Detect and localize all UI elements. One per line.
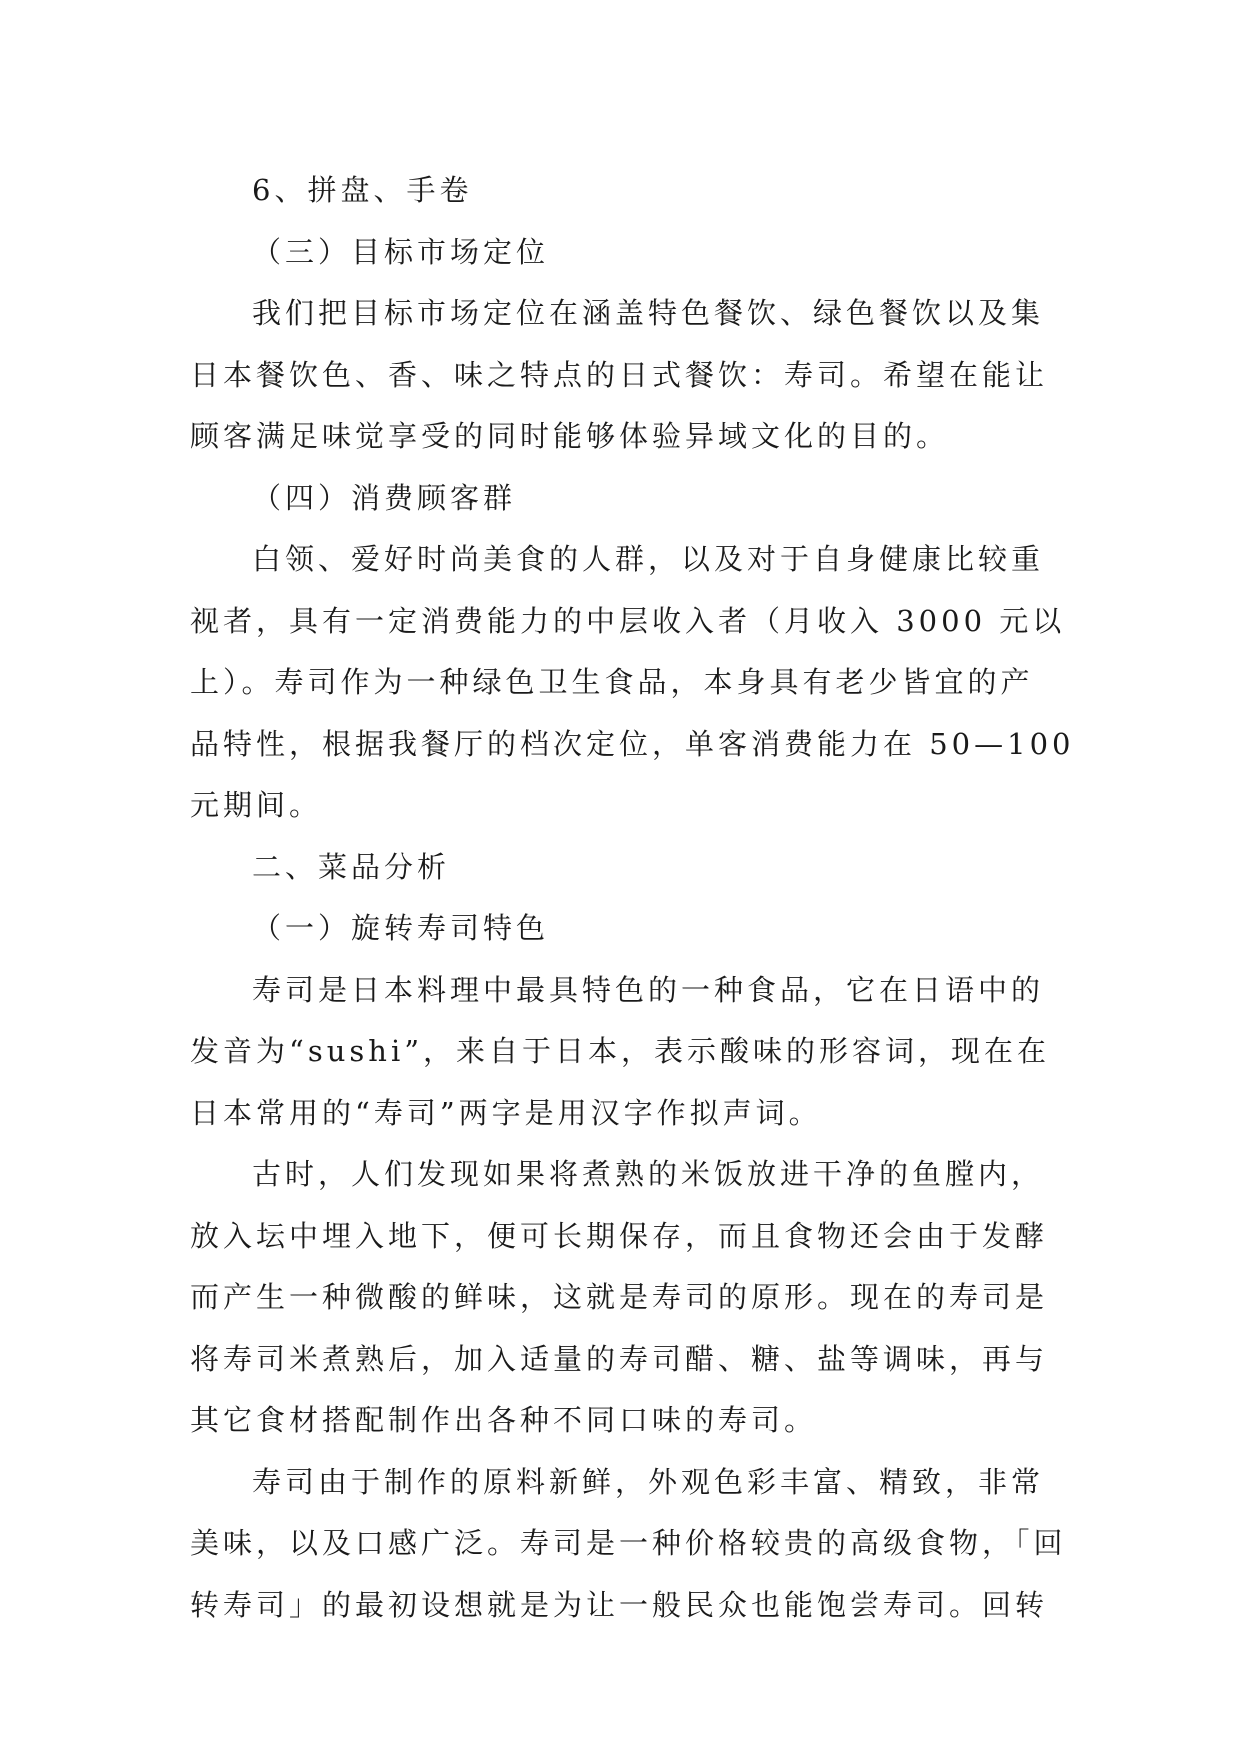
text-line: 日本常用的“寿司”两字是用汉字作拟声词。 — [190, 1095, 822, 1130]
text-line: （四）消费顾客群 — [252, 480, 517, 515]
text-line: （一）旋转寿司特色 — [252, 911, 550, 945]
text-line: 而产生一种微酸的鲜味，这就是寿司的原形。现在的寿司是 — [190, 1280, 1049, 1314]
text-line: 其它食材搭配制作出各种不同口味的寿司。 — [190, 1403, 818, 1437]
text-line: 转寿司」的最初设想就是为让一般民众也能饱尝寿司。回转 — [190, 1587, 1049, 1622]
text-line: 元期间。 — [190, 788, 323, 822]
text-line: 古时，人们发现如果将煮熟的米饭放进干净的鱼膛内， — [252, 1157, 1045, 1191]
document-body — [190, 160, 1075, 1636]
text-line: （三）目标市场定位 — [252, 234, 550, 269]
text-line: 寿司由于制作的原料新鲜，外观色彩丰富、精致，非常 — [252, 1464, 1045, 1499]
text-line: 二、菜品分析 — [252, 849, 451, 884]
text-line: 发音为“sushi”，来自于日本，表示酸味的形容词，现在在 — [190, 1034, 1051, 1068]
text-line: 视者，具有一定消费能力的中层收入者（月收入 3000 元以 — [190, 603, 1066, 638]
text-line: 白领、爱好时尚美食的人群，以及对于自身健康比较重 — [252, 542, 1045, 576]
text-line: 美味，以及口感广泛。寿司是一种价格较贵的高级食物，「回 — [190, 1526, 1067, 1560]
text-line: 放入坛中埋入地下，便可长期保存，而且食物还会由于发酵 — [190, 1218, 1049, 1253]
text-line: 6、拼盘、手卷 — [252, 173, 473, 207]
text-line: 将寿司米煮熟后，加入适量的寿司醋、糖、盐等调味，再与 — [190, 1341, 1049, 1376]
text-line: 顾客满足味觉享受的同时能够体验异域文化的目的。 — [190, 419, 950, 453]
text-line: 品特性，根据我餐厅的档次定位，单客消费能力在 50—100 — [190, 726, 1075, 761]
text-line: 我们把目标市场定位在涵盖特色餐饮、绿色餐饮以及集 — [252, 296, 1045, 330]
text-line: 上）。寿司作为一种绿色卫生食品，本身具有老少皆宜的产 — [190, 665, 1034, 699]
text-line: 日本餐饮色、香、味之特点的日式餐饮：寿司。希望在能让 — [190, 357, 1049, 392]
text-line: 寿司是日本料理中最具特色的一种食品，它在日语中的 — [252, 972, 1045, 1007]
